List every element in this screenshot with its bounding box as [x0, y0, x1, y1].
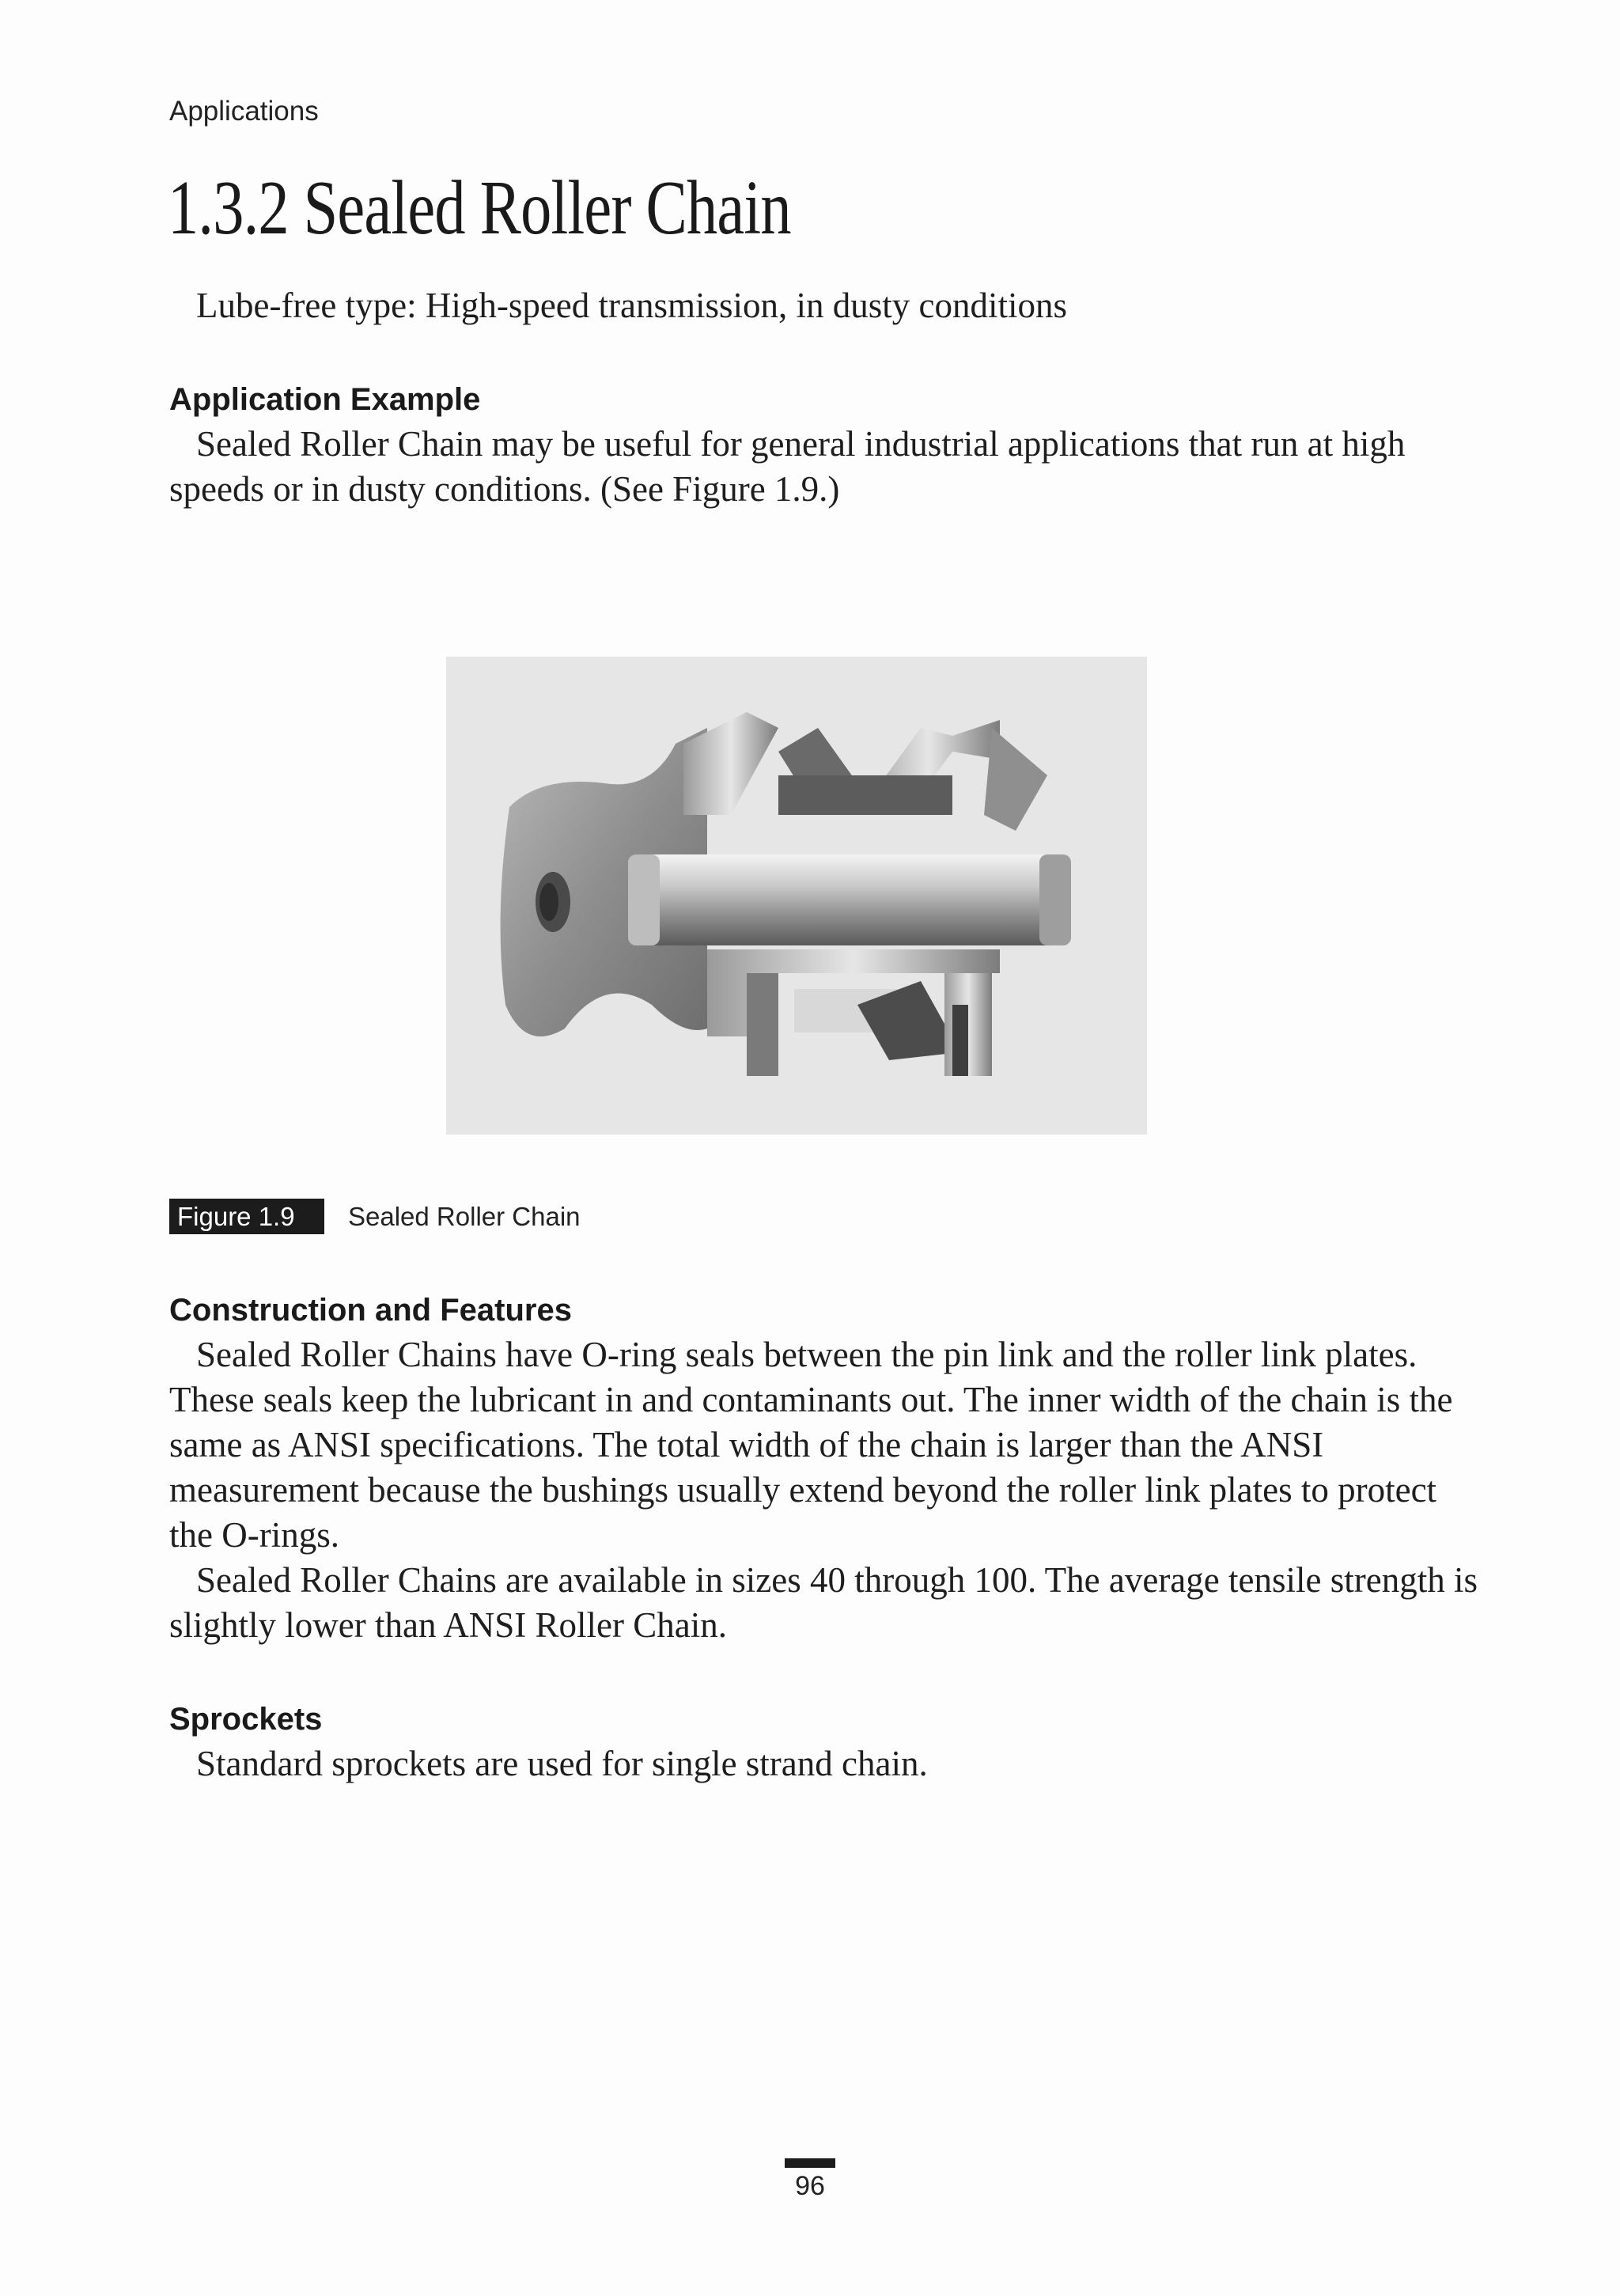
page-number-bar [785, 2158, 835, 2168]
figure-caption [169, 1199, 581, 1234]
page-number: 96 [795, 2171, 825, 2201]
section-subtitle: Lube-free type: High-speed transmission, in dusty conditions [196, 286, 1068, 325]
application-example-heading: Application Example [169, 382, 481, 417]
construction-paragraph-2: Sealed Roller Chains are available in sizes 40 through 100. The average tensile strength is slightly lower than ANSI Roller Chain. [169, 1560, 1478, 1645]
section-title: 1.3.2 Sealed Roller Chain [168, 165, 791, 251]
sprockets-heading: Sprockets [169, 1702, 323, 1737]
construction-heading: Construction and Features [169, 1293, 572, 1328]
figure-caption-text: Sealed Roller Chain [348, 1201, 581, 1231]
construction-paragraph-1: Sealed Roller Chains have O-ring seals between the pin link and the roller link plates. These seals keep the lubricant in and contaminants out. The inner width of the chain is the same as ANSI specifications. The total width of the chain is larger than the ANSI measurement because the bushings usually extend beyond the roller link plates to protect the O-rings. [169, 1335, 1453, 1555]
figure-label: Figure 1.9 [169, 1199, 324, 1234]
sprockets-text: Standard sprockets are used for single strand chain. [196, 1744, 928, 1783]
running-head: Applications [169, 96, 319, 127]
figure-image [446, 657, 1147, 1135]
application-example-text: Sealed Roller Chain may be useful for general industrial applications that run at high speeds or in dusty conditions. (See Figure 1.9.) [169, 424, 1406, 509]
sealed-roller-chain-illustration [446, 657, 1147, 1135]
